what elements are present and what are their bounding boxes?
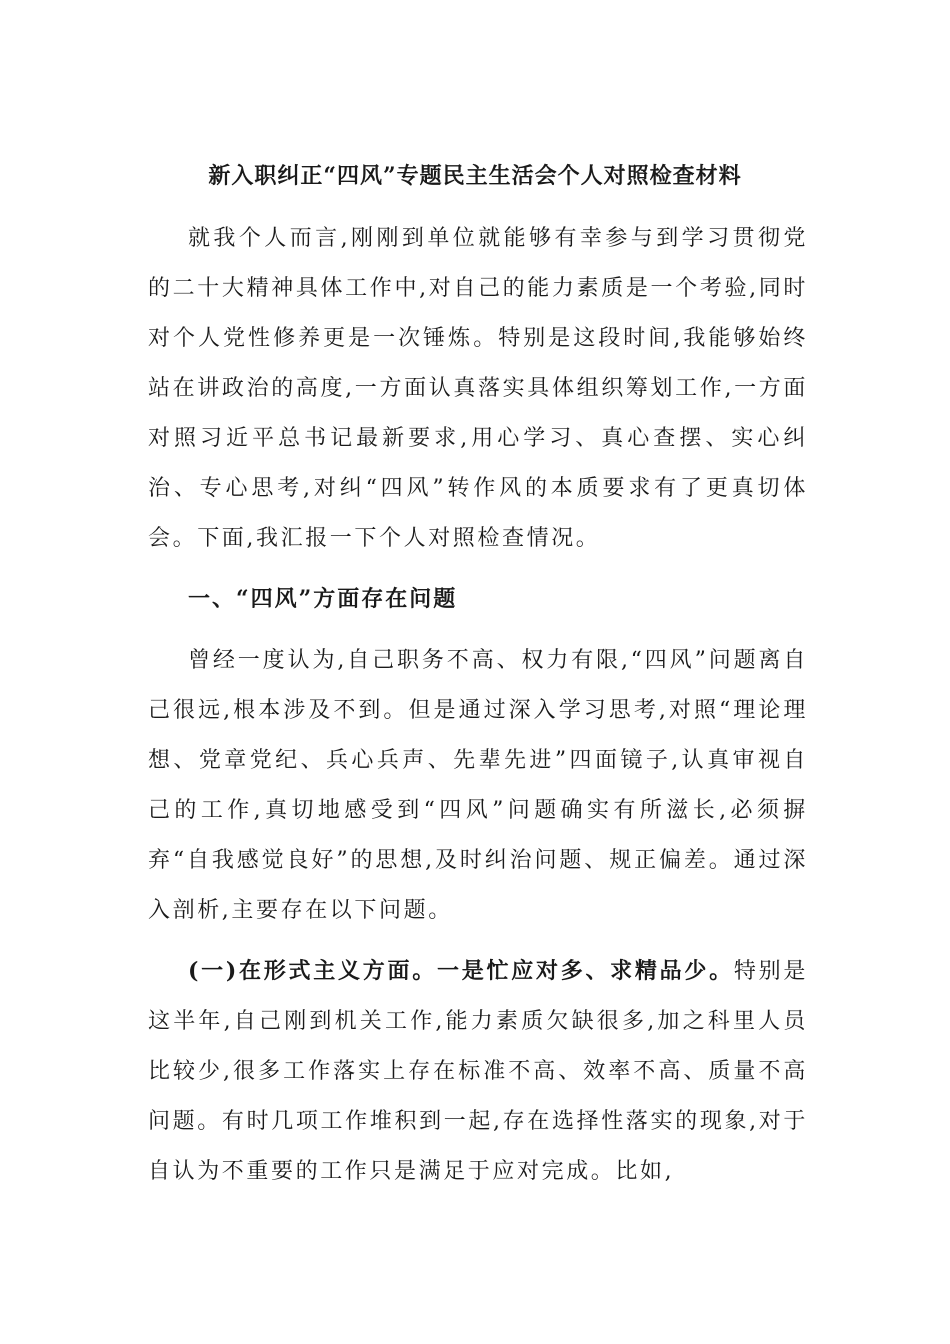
formalism-paragraph	[148, 946, 808, 1197]
document-title: 新入职纠正“四风”专题民主生活会个人对照检查材料	[208, 163, 742, 189]
formalism-subheading: (一)在形式主义方面。一是忙应对多、求精品少。	[188, 958, 734, 984]
formalism-paragraph-text: 特别是这半年,自己刚到机关工作,能力素质欠缺很多,加之科里人员比较少,很多工作落实上存在标准不高、效率不高、质量不高问题。有时几项工作堆积到一起,存在选择性落实的现象,对于自认为不重要的工作只是满足于应对完成。比如,	[148, 959, 808, 1184]
section-1-paragraph: 曾经一度认为,自己职务不高、权力有限,“四风”问题离自己很远,根本涉及不到。但是通过深入学习思考,对照“理论理想、党章党纪、兵心兵声、先辈先进”四面镜子,认真审视自己的工作,真切地感受到“四风”问题确实有所滋长,必须摒弃“自我感觉良好”的思想,及时纠治问题、规正偏差。通过深入剖析,主要存在以下问题。	[148, 648, 808, 923]
section-heading-four-winds-problems: 一、“四风”方面存在问题	[188, 586, 458, 612]
intro-paragraph: 就我个人而言,刚刚到单位就能够有幸参与到学习贯彻党的二十大精神具体工作中,对自己的能力素质是一个考验,同时对个人党性修养更是一次锤炼。特别是这段时间,我能够始终站在讲政治的高度,一方面认真落实具体组织筹划工作,一方面对照习近平总书记最新要求,用心学习、真心查摆、实心纠治、专心思考,对纠“四风”转作风的本质要求有了更真切体会。下面,我汇报一下个人对照检查情况。	[148, 226, 808, 551]
